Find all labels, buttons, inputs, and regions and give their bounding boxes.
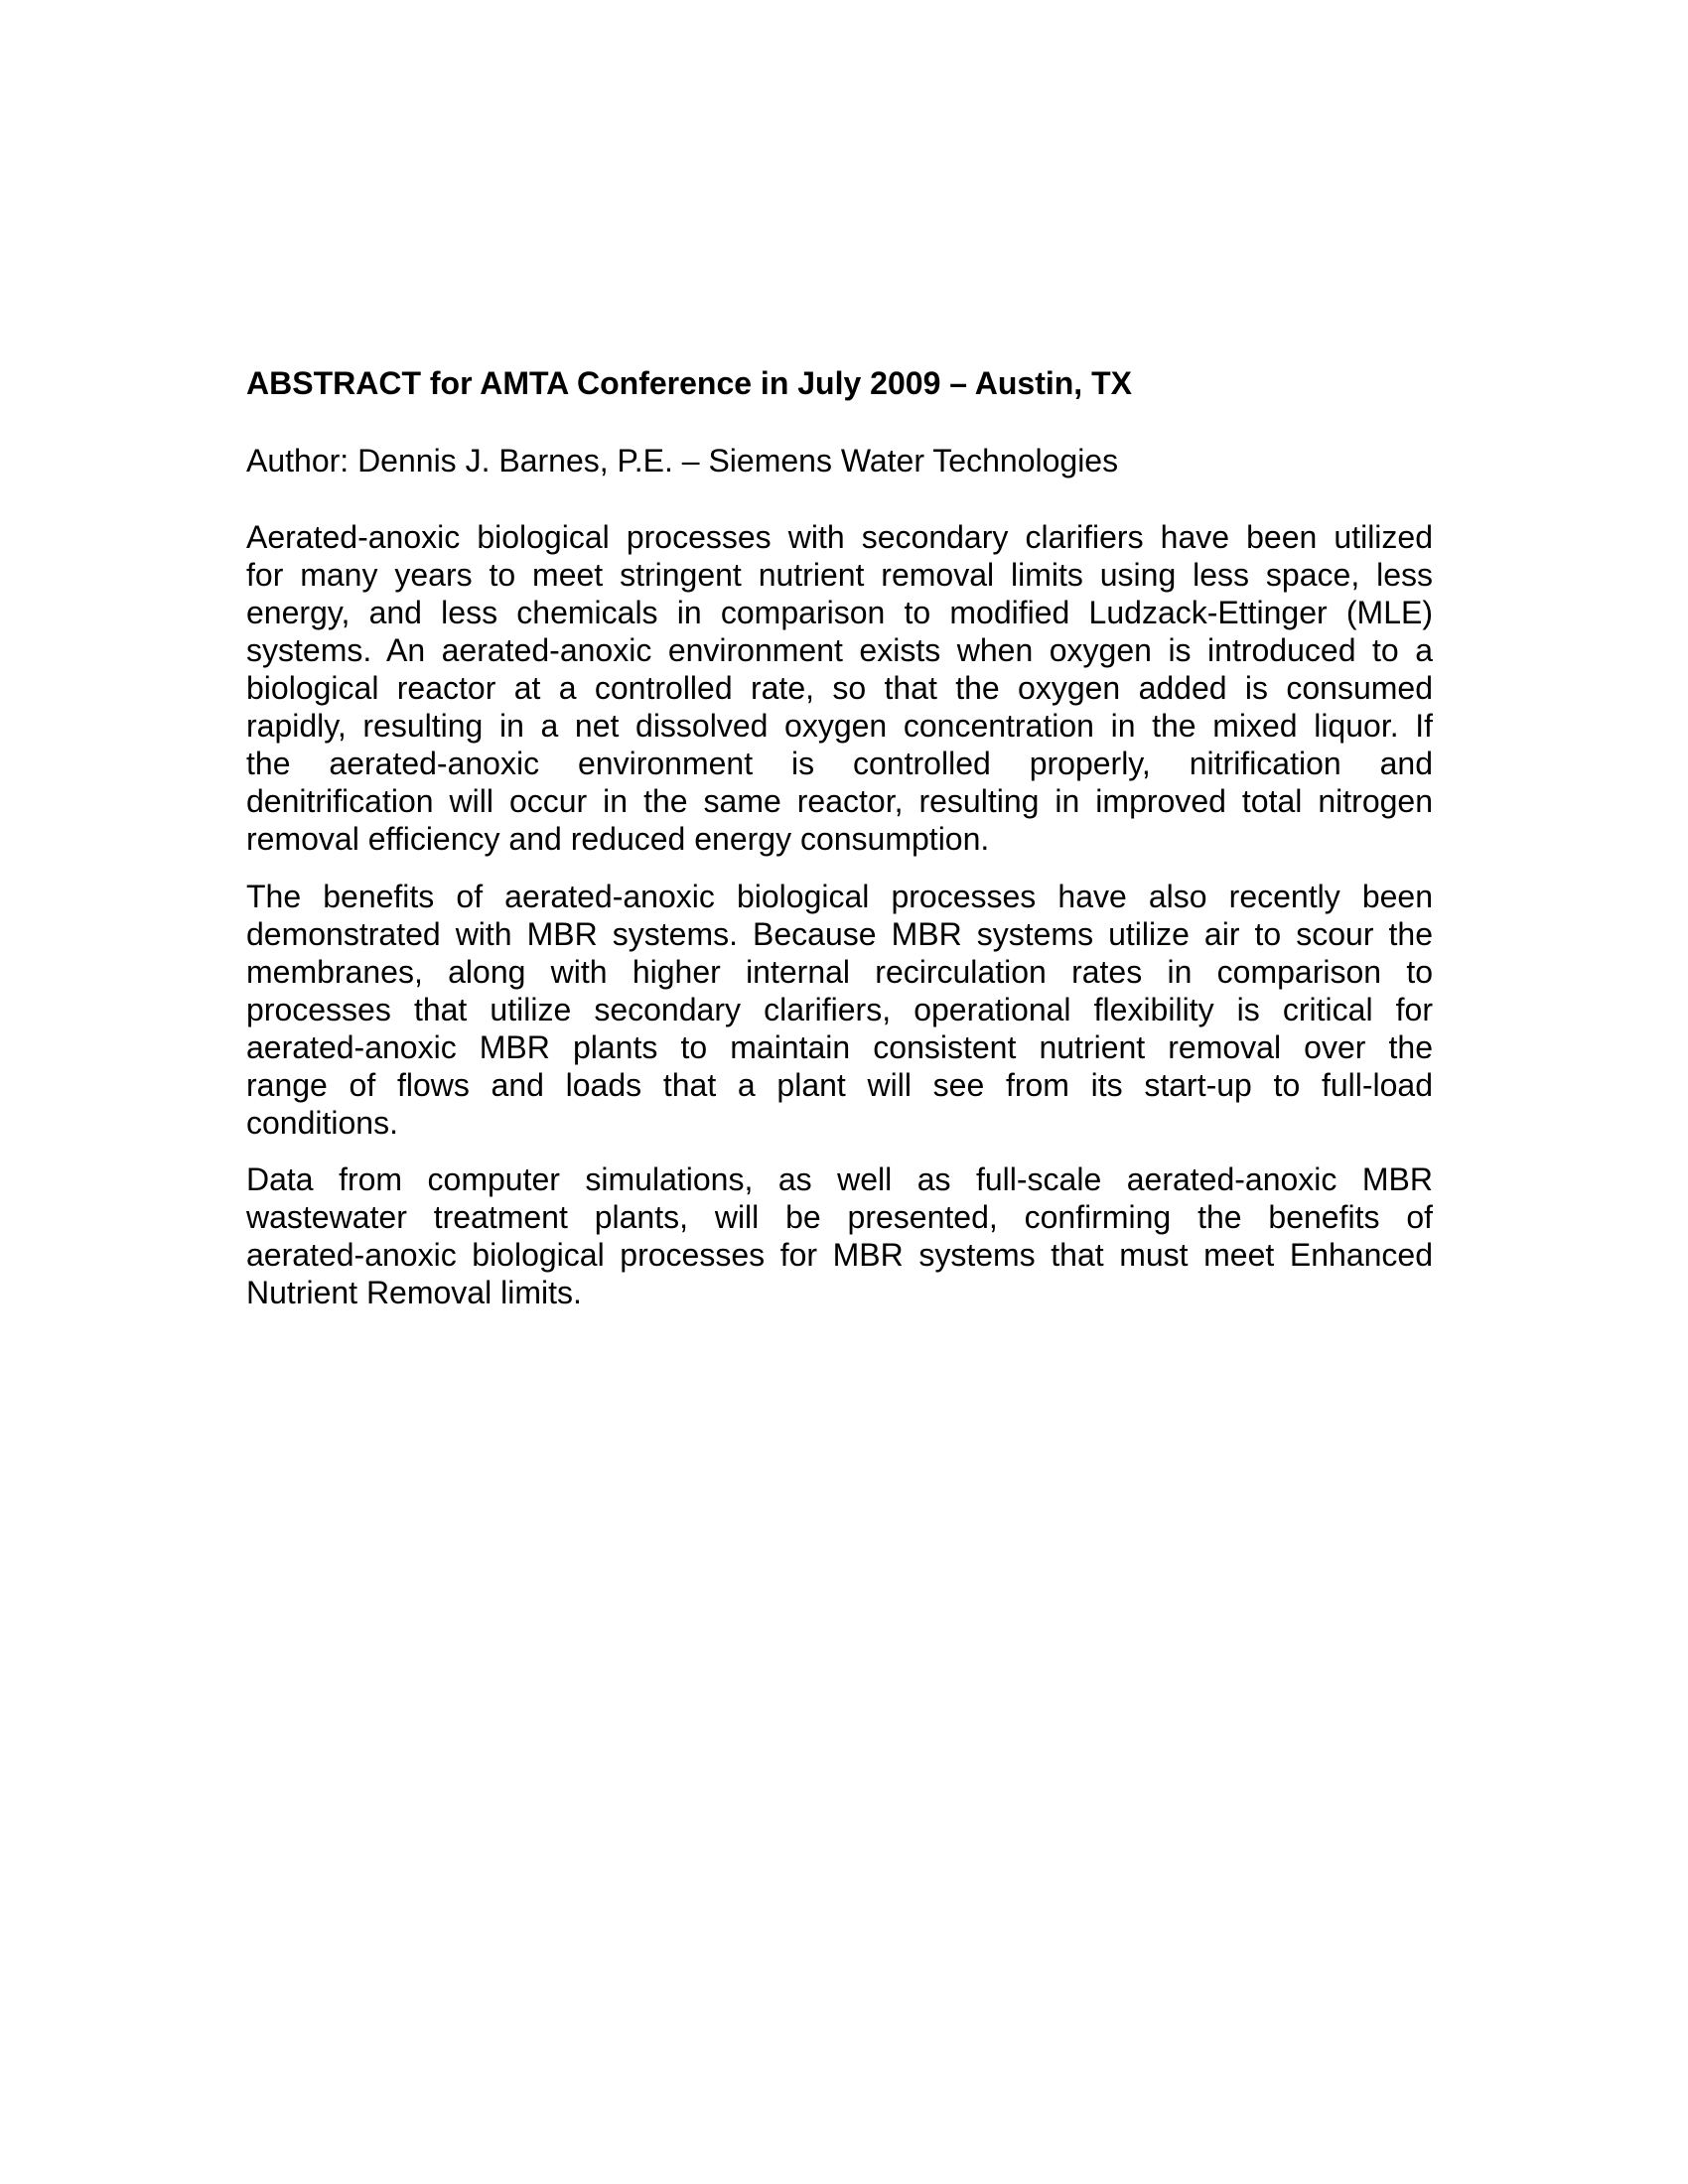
paragraph-line: removal efficiency and reduced energy consumption.	[246, 821, 990, 857]
paragraph-line: denitrification will occur in the same reactor, resulting in improved total nitrogen	[246, 783, 1433, 819]
paragraph-line: The benefits of aerated-anoxic biological processes have also recently been	[246, 879, 1433, 914]
paragraph-line: demonstrated with MBR systems. Because MBR systems utilize air to scour the	[246, 916, 1433, 952]
paragraph-2	[246, 878, 1433, 1142]
paragraph-line: Data from computer simulations, as well as full-scale aerated-anoxic MBR	[246, 1161, 1433, 1197]
paragraph-line: Aerated-anoxic biological processes with secondary clarifiers have been utilized	[246, 519, 1433, 555]
paragraph-line: for many years to meet stringent nutrient removal limits using less space, less	[246, 557, 1433, 593]
paragraph-line: wastewater treatment plants, will be presented, confirming the benefits of	[246, 1199, 1433, 1235]
paragraph-line: aerated-anoxic MBR plants to maintain consistent nutrient removal over the	[246, 1029, 1433, 1065]
paragraph-line: Nutrient Removal limits.	[246, 1275, 582, 1310]
paragraph-line: processes that utilize secondary clarifiers, operational flexibility is critical for	[246, 992, 1433, 1027]
paragraph-line: range of flows and loads that a plant will see from its start-up to full-load	[246, 1067, 1433, 1103]
paragraph-1	[246, 518, 1433, 858]
paragraph-3	[246, 1160, 1433, 1311]
paragraph-line: energy, and less chemicals in comparison to modified Ludzack-Ettinger (MLE)	[246, 595, 1433, 630]
paragraph-line: systems. An aerated-anoxic environment exists when oxygen is introduced to a	[246, 632, 1433, 668]
paragraph-line: aerated-anoxic biological processes for MBR systems that must meet Enhanced	[246, 1237, 1433, 1273]
paragraph-line: biological reactor at a controlled rate, so that the oxygen added is consumed	[246, 670, 1433, 706]
paragraph-line: rapidly, resulting in a net dissolved oxygen concentration in the mixed liquor. If	[246, 708, 1433, 744]
paragraph-line: conditions.	[246, 1105, 398, 1141]
paragraph-line: the aerated-anoxic environment is controlled properly, nitrification and	[246, 746, 1433, 781]
author-line: Author: Dennis J. Barnes, P.E. – Siemens Water Technologies	[246, 443, 1119, 478]
paragraph-line: membranes, along with higher internal recirculation rates in comparison to	[246, 954, 1433, 990]
document-title: ABSTRACT for AMTA Conference in July 2009 – Austin, TX	[246, 365, 1132, 401]
